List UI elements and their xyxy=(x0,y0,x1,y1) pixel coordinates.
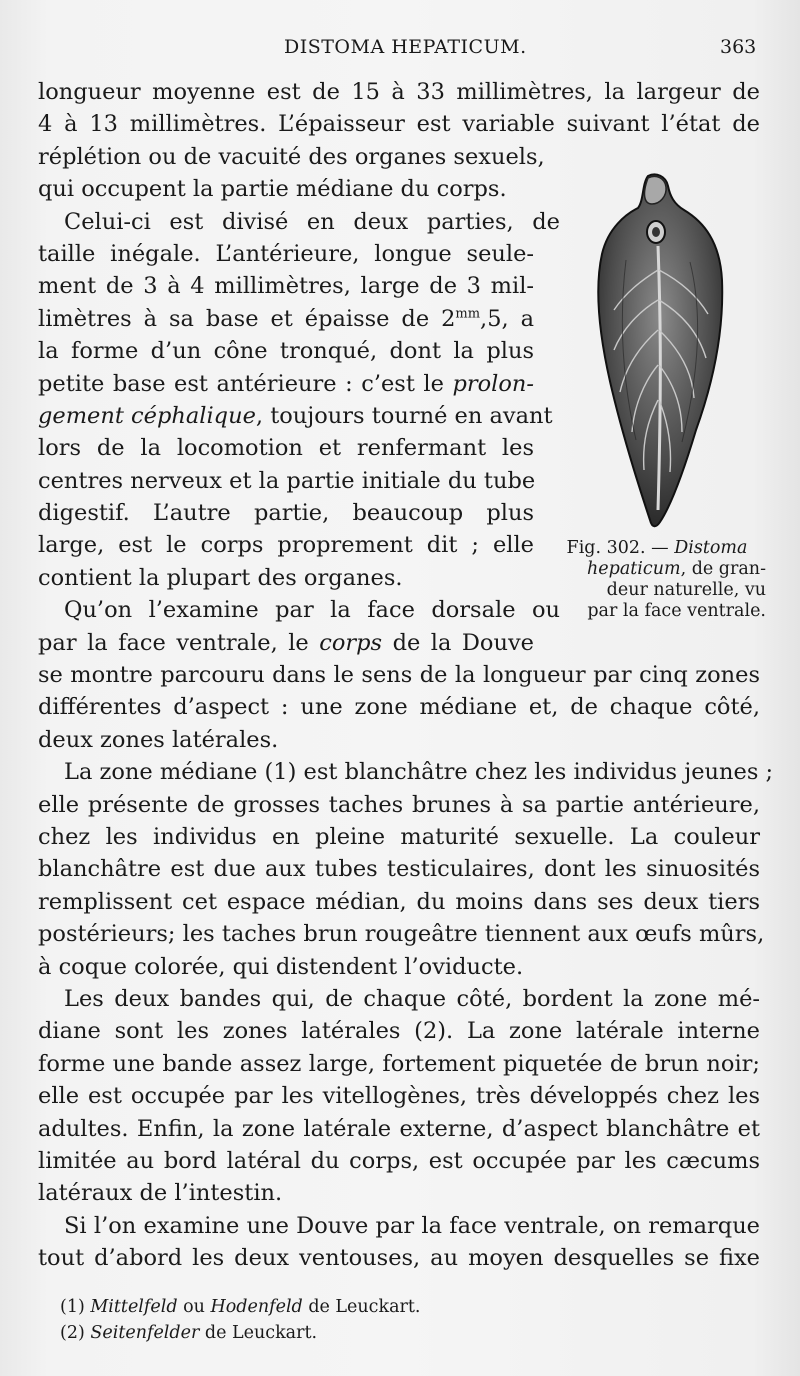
text-line: la forme d’un cône tronqué, dont la plus xyxy=(38,338,534,365)
footnote-1-conj: ou xyxy=(177,1297,211,1317)
text-line: elle est occupée par les vitellogènes, très développés chez les xyxy=(38,1083,760,1110)
text-line: taille inégale. L’antérieure, longue seule- xyxy=(38,240,534,267)
caption-fig-number: Fig. 302. — xyxy=(566,538,669,558)
text-line: large, est le corps proprement dit ; elle xyxy=(38,532,534,559)
text-line: réplétion ou de vacuité des organes sexuels, xyxy=(38,143,545,170)
text-line: centres nerveux et la partie initiale du tube xyxy=(38,467,536,494)
caption-text-2: , de gran- xyxy=(680,559,766,579)
text-run: petite base est antérieure : c’est le xyxy=(38,370,453,397)
text-line xyxy=(38,400,553,432)
text-line: tout d’abord les deux ventouses, au moyen desquelles se fixe xyxy=(38,1245,760,1272)
text-line xyxy=(38,368,534,400)
caption-species-2: hepaticum xyxy=(587,559,681,579)
text-line: différentes d’aspect : une zone médiane et, de chaque côté, xyxy=(38,694,760,721)
footnote-2 xyxy=(60,1320,660,1346)
text-line: blanchâtre est due aux tubes testiculaires, dont les sinuosités xyxy=(38,856,760,883)
text-run: de la Douve xyxy=(382,629,534,656)
footnote-2-number: (2) xyxy=(60,1323,85,1343)
page-header xyxy=(0,34,800,64)
text-line: adultes. Enfin, la zone latérale externe, d’aspect blanchâtre et xyxy=(38,1115,760,1142)
page-number: 363 xyxy=(720,36,757,58)
footnote-1-number: (1) xyxy=(60,1297,85,1317)
text-line: à coque colorée, qui distendent l’oviducte. xyxy=(38,953,524,980)
footnote-2-author: de Leuckart. xyxy=(199,1323,318,1343)
text-line: deux zones latérales. xyxy=(38,726,279,753)
text-line: contient la plupart des organes. xyxy=(38,564,403,591)
text-line xyxy=(38,303,534,335)
unit-superscript: mm xyxy=(455,306,481,322)
text-run: , toujours tourné en avant xyxy=(255,402,553,429)
italic-term: gement céphalique xyxy=(38,402,256,429)
text-line: digestif. L’autre partie, beaucoup plus xyxy=(38,500,534,527)
text-line: limitée au bord latéral du corps, est occupée par les cæcums xyxy=(38,1147,760,1174)
text-line: Qu’on l’examine par la face dorsale ou xyxy=(64,597,560,624)
text-run: ,5, a xyxy=(480,305,535,332)
footnote-1 xyxy=(60,1294,660,1320)
text-line: chez les individus en pleine maturité sexuelle. La couleur xyxy=(38,823,760,850)
caption-text-4: par la face ventrale. xyxy=(587,601,766,621)
text-line: diane sont les zones latérales (2). La zone latérale interne xyxy=(38,1018,760,1045)
footnotes xyxy=(60,1294,660,1346)
footnote-1-author: de Leuckart. xyxy=(302,1297,421,1317)
text-line: 4 à 13 millimètres. L’épaisseur est variable suivant l’état de xyxy=(38,111,760,138)
text-line: ment de 3 à 4 millimètres, large de 3 mil- xyxy=(38,273,534,300)
italic-term: prolon- xyxy=(452,370,534,397)
text-line: La zone médiane (1) est blanchâtre chez les individus jeunes ; xyxy=(64,759,774,786)
text-line: Les deux bandes qui, de chaque côté, bordent la zone mé- xyxy=(64,985,760,1012)
text-line: Si l’on examine une Douve par la face ventrale, on remarque xyxy=(64,1212,760,1239)
footnote-1-term-a: Mittelfeld xyxy=(90,1297,178,1317)
distoma-illustration xyxy=(586,170,736,530)
text-line: qui occupent la partie médiane du corps. xyxy=(38,176,507,203)
text-line: lors de la locomotion et renfermant les xyxy=(38,435,534,462)
footnote-1-term-b: Hodenfeld xyxy=(210,1297,303,1317)
text-line: se montre parcouru dans le sens de la longueur par cinq zones xyxy=(38,662,760,689)
text-line: latéraux de l’intestin. xyxy=(38,1180,283,1207)
text-line: longueur moyenne est de 15 à 33 millimètres, la largeur de xyxy=(38,79,760,105)
running-title: DISTOMA HEPATICUM. xyxy=(284,36,527,58)
text-line: postérieurs; les taches brun rougeâtre tiennent aux œufs mûrs, xyxy=(38,921,765,948)
text-line: Celui-ci est divisé en deux parties, de xyxy=(64,208,560,235)
text-run: par la face ventrale, le xyxy=(38,629,320,656)
text-line: remplissent cet espace médian, du moins dans ses deux tiers xyxy=(38,888,760,915)
figure-caption xyxy=(548,538,766,622)
italic-term: corps xyxy=(319,629,383,656)
footnote-2-term: Seitenfelder xyxy=(90,1323,200,1343)
text-line: elle présente de grosses taches brunes à sa partie antérieure, xyxy=(38,791,760,818)
text-run: limètres à sa base et épaisse de 2 xyxy=(38,305,456,332)
text-line xyxy=(38,627,534,659)
caption-text-3: deur naturelle, vu xyxy=(606,580,766,600)
text-line: forme une bande assez large, fortement piquetée de brun noir; xyxy=(38,1050,760,1077)
caption-species: Distoma xyxy=(674,538,748,558)
